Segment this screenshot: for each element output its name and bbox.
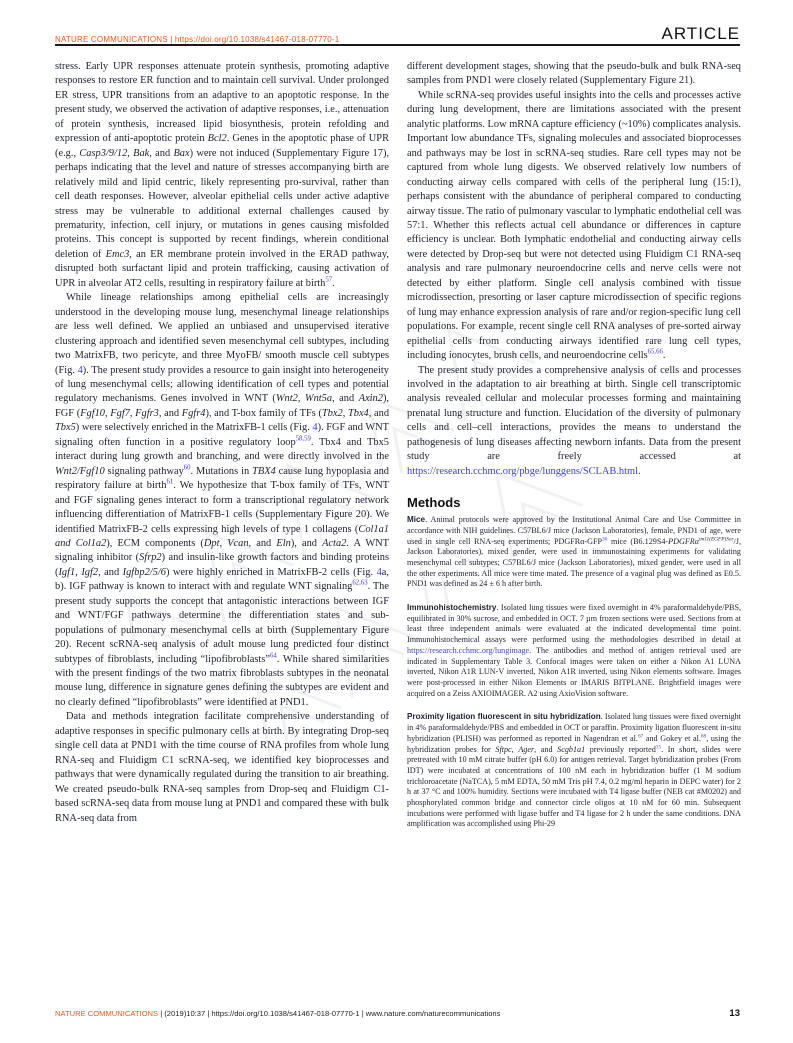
text-run: . We hypothesize that T-box family of TFs, WNT and FGF signaling genes interact to form a transcriptional regulatory network influencing differentiation of MatrixFB-1 cells (Supplementary Figure 20). We identified MatrixFB-2 cells expressing high levels of type 1 collagens ( [55,480,389,535]
hyperlink[interactable]: 4 [77,364,83,376]
text-run: , [105,407,111,419]
text-run: , [342,407,348,419]
gene-name: Ager [518,744,535,754]
paragraph [407,603,741,699]
gene-name: Eln [276,537,291,549]
text-run: . Mutations in [190,465,253,477]
hyperlink[interactable]: https://research.cchmc.org/pbge/lunggens/SCLAB.html [407,465,638,477]
text-run: . The present study supports the concept that antagonistic interactions between IGF and WNT/FGF pathways determine the differentiation states and sub-populations of pulmonary mesenchymal cells at birth (Supplementary Figure 20). Recent scRNA-seq analysis of adult mouse lung predicted four distinct subtypes of fibroblasts, including “lipofibroblasts” [55,581,389,665]
methods-heading: Methods [407,495,461,511]
gene-name: Tbx5 [55,422,76,434]
gene-name: PDGFRα [668,536,700,546]
gene-name: Sftpc [495,744,512,754]
text-run: ) were highly enriched in MatrixFB-2 cells (Fig. [165,566,377,578]
text-run: , [75,566,82,578]
text-run: Mice [407,515,426,525]
gene-name: Vcan [227,537,249,549]
paragraph [407,515,741,590]
text-run: , [129,407,136,419]
text-run: ), and [290,537,323,549]
gene-name: Wnt2 [275,393,298,405]
article-body [55,60,741,843]
reference-link[interactable]: 61 [166,478,174,486]
text-run: ) were selectively enriched in the MatrixFB-1 cells (Fig. [75,422,313,434]
hyperlink[interactable]: 4 [376,566,382,578]
gene-name: Casp3/9/12 [79,147,128,159]
gene-name: Fgf7 [110,407,130,419]
gene-name: Wnt5a [304,393,333,405]
gene-name: TBX4 [252,465,276,477]
text-run: Immunohistochemistry [407,603,497,613]
text-run: a, b). IGF pathway is known to interact with and regulate WNT signaling [55,566,389,593]
footer-journal-name: NATURE COMMUNICATIONS [55,1009,159,1018]
reference-link[interactable]: 36 [602,535,608,542]
text-run: , using the hybridization probes for [407,733,741,754]
reference-link[interactable]: 64 [269,652,277,660]
text-run: While scRNA-seq provides useful insights into the cells and processes active during lung development, there are limitations associated with the present analytic platforms. Low mRNA capture efficiency (~10%) complicates analysis. Important low abundance TFs, signaling molecules and associated bioprocesses and pathways may be lost in scRNA-seq studies. Rare cell types may not be captured from whole lung digests. We observed relatively low numbers of conducting airway cells compared with cells of the peripheral lung (15:1), perhaps consistent with the abundance of peripheral compared to conducting airway tissue. The ratio of pulmonary vascular to lymphatic endothelial cell was 57:1. Whether this reflects actual cell abundance or differences in capture efficiency is unclear. Both lymphatic endothelial and conducting airway cells were detected by Drop-seq but were not detected using Fluidigm C1 RNA-seq analysis and rare pulmonary neuroendocrine cells and nerve cells were not detected by either platform. Single cell analysis combined with tissue microdissection, presorting or laser capture microdissection of specific regions of lung may enhance expression analysis of rare and/or region-specific lung cell populations. For example, recent single cell RNA analyses of pre-sorted airway epithelial cells from conducting airways identified rare lung cell types, including ionocytes, brush cells, and neuroendocrine cells [407,89,741,362]
text-run: signaling pathway [104,465,184,477]
gene-name: Acta2 [322,537,347,549]
text-run: , and [332,393,359,405]
reference-link[interactable]: 57 [325,276,333,284]
text-run: . While shared similarities with the present findings of the two matrix fibroblasts subtypes in the neonatal mouse lung, difference in signature genes defining the subtypes are evident and no clearly defined “lipofibroblasts” were identified at PND1. [55,653,389,708]
hyperlink[interactable]: https://research.cchmc.org/lungimage [407,645,530,655]
gene-name: Emc3 [105,248,130,260]
gene-name: Bak [133,147,150,159]
text-run: While lineage relationships among epithelial cells are increasingly understood in the developing mouse lung, mesenchymal lineage relationships are less well defined. We applied an unbiased and unsupervised iterative clustering approach and identified seven mesenchymal cell subtypes, including two MatrixFB, two pericyte, and three MyoFB/ smooth muscle cell subtypes (Fig. [55,292,389,376]
text-run: , and [149,147,174,159]
reference-link[interactable]: 67 [637,733,644,740]
gene-name: Wnt2/Fgf10 [55,465,105,477]
text-run: ), ECM components ( [106,537,204,549]
text-run: , and [534,744,558,754]
text-run: ) and insulin-like growth factors and binding proteins ( [55,552,389,578]
reference-link[interactable]: 60 [183,464,191,472]
text-run: . [332,277,335,289]
gene-name: Fgfr4 [181,407,206,419]
text-run: ), and T-box family of TFs ( [205,407,322,419]
text-run: , [219,537,228,549]
gene-name: Dpt [203,537,220,549]
gene-name: Scgb1a1 [557,744,586,754]
gene-name: Fgfr3 [135,407,159,419]
paragraph [407,89,741,364]
gene-name: Igfbp2/5/6 [122,566,166,578]
text-run: cause lung hypoplasia and respiratory failure at birth [55,465,389,492]
page-header [55,24,740,44]
text-run: , and [158,407,182,419]
gene-name: Bax [173,147,190,159]
text-run: different development stages, showing that the pseudo-bulk and bulk RNA-seq samples from PND1 were closely related (Supplementary Figure 21). [407,61,741,87]
allele-superscript: tm11(EGFP)Sor [699,535,734,542]
text-run: . [637,465,641,477]
article-type-label: ARTICLE [661,24,740,43]
reference-link[interactable]: 15 [655,743,662,750]
text-run: . The antibodies and method of antigen retrieval used are indicated in Supplementary Table 3. Confocal images were taken on either a Nikon A1 LUNA inverted, Nikon A1R LUN-V inverted, Nikon A1R inverted, using Nikon elements software. Images were post-processed in either Nikon Elements or IMARIS BITPLANE. Brightfield images were acquired on a Zeiss AXIOIMAGER. A2 using AxioVision software. [407,645,741,698]
reference-link[interactable]: 68 [700,733,707,740]
text-run: ), FGF ( [55,393,389,419]
text-run: , and [98,566,123,578]
text-run: mice (B6.129S4- [607,536,669,546]
journal-doi-line[interactable]: NATURE COMMUNICATIONS | https://doi.org/10.1038/s41467-018-07770-1 [55,35,340,44]
paragraph [55,291,389,710]
left-column [55,60,389,843]
reference-link[interactable]: 62,63 [352,579,368,587]
text-run: , [127,147,134,159]
gene-name: Fgf10 [80,407,106,419]
text-run: ) were not induced (Supplementary Figure 17), perhaps indicating that the level and nature of stresses accompanying birth are relatively mild and lipid centric, likely representing pro-survival, rather than cell death responses. However, alveolar epithelial cells under active adaptive stress may be vulnerable to additional external challenges caused by prematurity, infection, cell injury, or mutations in genes causing misfolded proteins. This concept is supported by recent findings, wherein conditional deletion of [55,147,389,260]
text-run: . Genes in the apoptotic phase of UPR (e.g., [55,133,390,159]
text-run: . In short, slides were pretreated with 10 mM citrate buffer (pH 6.0) for antigen retrieval. Target hybridization probes (From IDT) were incubated at concentrations of 100 nM each in hybridization buffer (1 M sodium trichloroacetate (NaTCA), 5 mM EDTA, 50 mM Tris pH 7.4, 0.2 mg/ml heparin in DEPC water) for 2 h at 37 °C and 100% humidity. Sections were incubated with T4 ligase buffer (NEB cat #M0202) and phosphorylated common bridge and connector circle oligos at 10 nM for 60 min. Subsequent incubations were performed with ligase buffer and T4 ligase for 2 h under the same conditions. DNA amplification was accomplished using Phi-29 [407,744,742,829]
paragraph [407,60,741,89]
footer-citation[interactable]: | (2019)10:37 | https://doi.org/10.1038/s41467-018-07770-1 | www.nature.com/naturecommunications [158,1009,501,1018]
text-run: . A WNT signaling inhibitor ( [55,537,389,564]
header-rule [55,44,740,46]
text-run: previously reported [585,744,656,754]
text-run: Data and methods integration facilitate comprehensive understanding of adaptive responses in specific pulmonary cells at birth. By integrating Drop-seq single cell data at PND1 with the time course of RNA profiles from whole lung RNA-seq and Fluidigm C1 scRNA-seq, we identified key bioprocesses and pathways that were dynamically regulated during the transition to air breathing. We created pseudo-bulk RNA-seq samples from Drop-seq and Fluidigm C1-based scRNA-seq data from mouse lung at PND1 and compared these with bulk RNA-seq data from [55,711,389,824]
text-run: /J, Jackson Laboratories), mixed gender, were used in immunostaining experiments for validating mesenchymal cell subtypes; C57BL6/J mice (Jackson Laboratories), mixed gender, were used in all the other experiments. All mice were time mated. The presence of a vaginal plug was defined as E0.5. PND1 was defined as 24 ± 6 h after birth. [407,536,741,589]
text-run: ). FGF and WNT signaling often function in a positive regulatory loop [55,422,389,448]
text-run: The present study provides a comprehensive analysis of cells and processes involved in the adaptation to air breathing at birth. Single cell transcriptomic analysis revealed cellular and molecular processes forming and maintaining prenatal lung structure and function. Elucidation of the diversity of pulmonary cells and cell–cell interactions, provides the means to understand the pathogenesis of lung diseases affecting newborn infants. Data from the present study are freely accessed at [407,364,741,463]
text-run: , [511,744,519,754]
text-run: stress. Early UPR responses attenuate protein synthesis, promoting adaptive responses to restore ER function and to maintain cell survival. Under prolonged ER stress, UPR transitions from an adaptive to an apoptotic response. In the present study, we observed the activation of adaptive responses, i.e., attenuation of protein synthesis, increased lipid biosynthesis, protein refolding and expression of anti-apoptotic protein [55,61,389,145]
gene-name: Tbx2 [321,407,343,419]
page-footer [55,1008,740,1019]
paragraph [407,364,741,480]
text-run: , an ER membrane protein involved in the ERAD pathway, disrupted both surfactant lipid and protein trafficking, causing activation of UPR in alveolar AT2 cells, resulting in respiratory failure at birth [55,248,390,289]
text-run: , and [248,537,277,549]
text-run: . Animal protocols were approved by the Institutional Animal Care and Use Committee in accordance with NIH guidelines. C57BL6/J mice (Jackson Laboratories), female, PND1 of age, were used in single cell RNA-seq experiments; PDGFRα-GFP [407,515,741,546]
paragraph [407,712,741,830]
right-column [407,60,741,843]
text-run: and Gokey et al. [643,733,701,743]
text-run: Proximity ligation fluorescent in situ hybridization [407,712,601,722]
gene-name: Sfrp2 [139,552,162,564]
reference-link[interactable]: 65,66 [647,348,663,356]
hyperlink[interactable]: 4 [312,422,318,434]
text-run: . [662,350,666,362]
gene-name: Igf2 [81,566,99,578]
gene-name: Igf1 [58,566,76,578]
text-run: . Isolated lung tissues were fixed overnight in 4% paraformaldehyde/PBS and embedded in OCT or paraffin. Proximity ligation fluorescent in-situ hybridization (PLISH) was performed as reported in Nagendran et al. [407,712,741,743]
reference-link[interactable]: 58,59 [295,435,311,443]
page-number: 13 [729,1008,740,1019]
gene-name: Axin2 [358,393,383,405]
paragraph [55,710,389,826]
text-run: . Isolated lung tissues were fixed overnight in 4% paraformaldehyde/PBS, equilibrated in 30% sucrose, and embedded in OCT. 7 µm frozen sections were used. Sections from at least three independent animals were evaluated at the indicated developmental time point. Immunohistochemical assays were performed using the methodologies described in detail at [407,603,741,645]
footer-citation-line [55,1009,500,1018]
text-run: , [297,393,305,405]
text-run: , and [368,407,390,419]
gene-name: Col1a1 and Col1a2 [55,523,389,549]
paragraph [55,60,389,291]
text-run: . Tbx4 and Tbx5 interact during lung growth and branching, and were directly involved in the [55,436,389,463]
text-run: ). The present study provides a resource to gain insight into heterogeneity of lung mesenchymal cells; allowing identification of cell types and potential regulatory mechanisms. Genes involved in WNT ( [55,364,389,405]
gene-name: Bcl2 [207,133,227,145]
gene-name: Tbx4 [347,407,369,419]
